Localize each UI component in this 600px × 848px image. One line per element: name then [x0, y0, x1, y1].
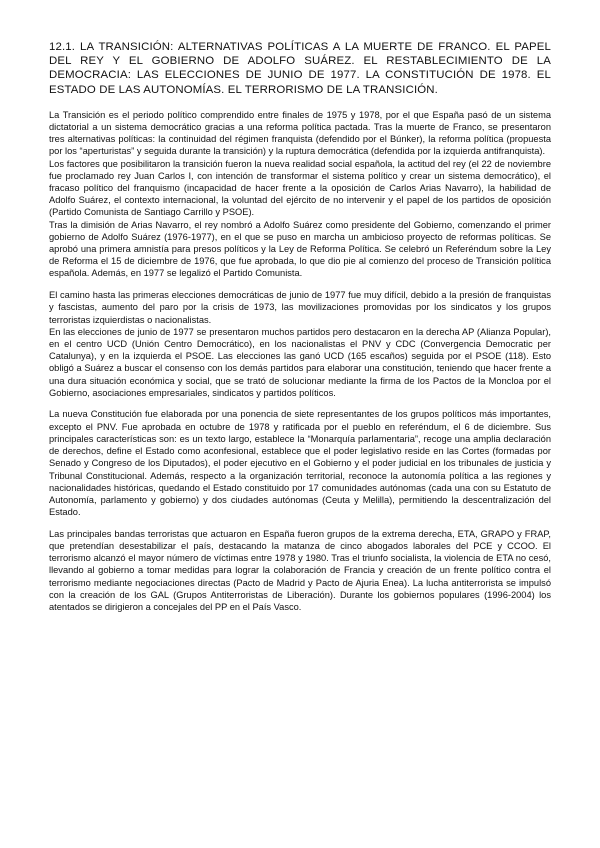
paragraph-camino-elecciones: El camino hasta las primeras elecciones democráticas de junio de 1977 fue muy difícil, debido a la presión de franquistas y fascistas, aumento del paro por la crisis de 1973, las movilizaciones promovidas por los sindicatos y los grupos terroristas izquierdistas o nacionalistas. — [49, 290, 551, 325]
paragraph-terrorismo: Las principales bandas terroristas que actuaron en España fueron grupos de la extrema derecha, ETA, GRAPO y FRAP, que pretendían desestabilizar el país, destacando la matanza de cinco abogados laborales del PCE y CCOO. El terrorismo alcanzó el mayor número de víctimas entre 1978 y 1980. Tras el triunfo socialista, la violencia de ETA no cesó, llevando al gobierno a tomar medidas para lograr la colaboración de Francia y creación de un frente político contra el terrorismo mediante negociaciones directas (Pacto de Madrid y Pacto de Ajuria Enea). La lucha antiterrorista se impulsó con la creación de los GAL (Grupos Antiterroristas de Liberación). Durante los gobiernos populares (1996-2004) los atentados se dirigieron a concejales del PP en el País Vasco. — [49, 528, 551, 613]
paragraph-elecciones-1977: En las elecciones de junio de 1977 se presentaron muchos partidos pero destacaron en la derecha AP (Alianza Popular), en el centro UCD (Unión Centro Democrático), en los nacionalistas el PNV y CDC (Convergencia Democratic per Catalunya), y en la izquierda el PSOE. Las elecciones las ganó UCD (165 escaños) seguida por el PSOE (118). Esto obligó a Suárez a buscar el consenso con los demás partidos para elaborar una constitución, teniendo que hacer frente a una dura situación económica y social, que se trató de solucionar mediante la firma de los Pactos de la Moncloa por el Gobierno, asociaciones empresariales, sindicatos y partidos políticos. — [49, 326, 551, 398]
paragraph-factores: Los factores que posibilitaron la transición fueron la nueva realidad social española, la actitud del rey (el 22 de noviembre fue proclamado rey Juan Carlos I, con intención de transformar el sistema político y crear un sistema democrático), el fracaso político del franquismo (incapacidad de hacer frente a la oposición de Carlos Arias Navarro), la habilidad de Adolfo Suárez, el contexto internacional, la voluntad del ejército de no intervenir y el papel de los partidos de oposición (Partido Comunista de Santiago Carrillo y PSOE). — [49, 158, 551, 218]
document-page — [49, 40, 551, 613]
paragraph-constitucion: La nueva Constitución fue elaborada por una ponencia de siete representantes de los grupos políticos más importantes, excepto el PNV. Fue aprobada en octubre de 1978 y ratificada por el pueblo en referéndum, el 6 de diciembre. Sus principales características son: es un texto largo, establece la “Monarquía parlamentaria”, recoge una amplia declaración de derechos, define el Estado como aconfesional, establece que el poder legislativo reside en las Cortes (formadas por Senado y Congreso de los Diputados), el poder ejecutivo en el Gobierno y el poder judicial en los tribunales de justicia y Tribunal Constitucional. Además, respecto a la organización territorial, reconoce la autonomía política a las regiones y nacionalidades históricas, quedando el Estado constituido por 17 comunidades autónomas (cada una con su Estatuto de Autonomía, parlamento y gobierno) y dos ciudades autónomas (Ceuta y Melilla), permitiendo la descentralización del Estado. — [49, 409, 551, 518]
paragraph-transicion-intro: La Transición es el periodo político comprendido entre finales de 1975 y 1978, por el que España pasó de un sistema dictatorial a un sistema democrático gracias a una reforma política pactada. Tras la muerte de Franco, se presentaron tres alternativas políticas: la continuidad del régimen franquista (defendido por el Búnker), la reforma política (propuesta por los “aperturistas” y seguida durante la transición) y la ruptura democrática (defendida por la izquierda antifranquista). — [49, 109, 551, 157]
document-title: 12.1. LA TRANSICIÓN: ALTERNATIVAS POLÍTICAS A LA MUERTE DE FRANCO. EL PAPEL DEL REY Y EL GOBIERNO DE ADOLFO SUÁREZ. EL RESTABLECIMIENTO DE LA DEMOCRACIA: LAS ELECCIONES DE JUNIO DE 1977. LA CONSTITUCIÓN DE 1978. EL ESTADO DE LAS AUTONOMÍAS. EL TERRORISMO DE LA TRANSICIÓN. — [49, 41, 551, 96]
paragraph-gobierno-suarez: Tras la dimisión de Arias Navarro, el rey nombró a Adolfo Suárez como presidente del Gobierno, comenzando el primer gobierno de Adolfo Suárez (1976-1977), en el que se puso en marcha un ambicioso proyecto de reformas políticas. Se aprobó una primera amnistía para presos políticos y la Ley de Reforma Política. Se celebró un Referéndum sobre la Ley de Reforma el 15 de diciembre de 1976, que fue aprobada, lo que dio pie al comienzo del proceso de Transición política española. Además, en 1977 se legalizó el Partido Comunista. — [49, 219, 551, 279]
